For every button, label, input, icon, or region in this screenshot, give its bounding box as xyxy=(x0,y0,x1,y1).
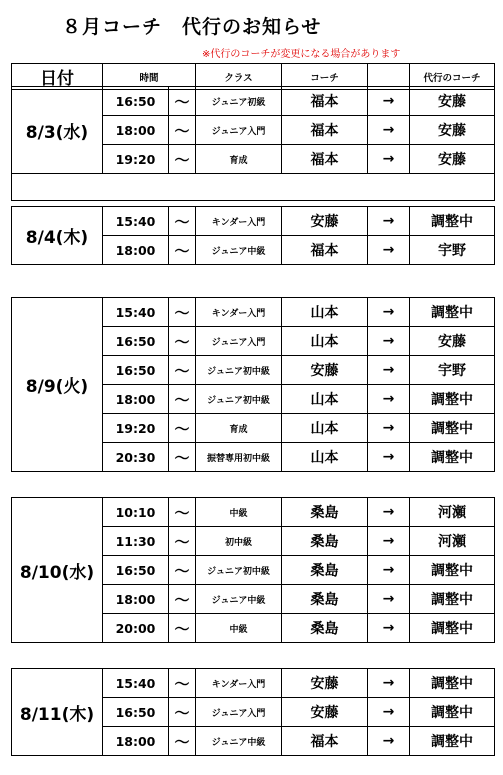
class-cell: ジュニア中級 xyxy=(196,727,282,756)
class-cell: ジュニア中級 xyxy=(196,585,282,614)
tilde-cell: ～ xyxy=(169,556,196,585)
substitute-cell: 調整中 xyxy=(410,556,495,585)
date-block xyxy=(11,86,495,201)
time-cell: 11:30 xyxy=(103,527,169,556)
substitute-cell: 調整中 xyxy=(410,298,495,327)
table-row xyxy=(12,298,495,327)
substitute-cell: 安藤 xyxy=(410,87,495,116)
arrow-cell: → xyxy=(368,414,410,443)
substitute-cell: 調整中 xyxy=(410,385,495,414)
page-title: ８月コーチ 代行のお知らせ xyxy=(62,16,322,38)
tilde-cell: ～ xyxy=(169,298,196,327)
arrow-cell: → xyxy=(368,116,410,145)
arrow-cell: → xyxy=(368,556,410,585)
table-row xyxy=(12,669,495,698)
date-cell: 8/11(木) xyxy=(12,669,103,756)
time-cell: 15:40 xyxy=(103,207,169,236)
coach-cell: 桑島 xyxy=(282,585,368,614)
tilde-cell: ～ xyxy=(169,356,196,385)
substitute-cell: 調整中 xyxy=(410,669,495,698)
class-cell: 中級 xyxy=(196,614,282,643)
time-cell: 16:50 xyxy=(103,87,169,116)
tilde-cell: ～ xyxy=(169,727,196,756)
class-cell: ジュニア初級 xyxy=(196,87,282,116)
substitute-cell: 調整中 xyxy=(410,614,495,643)
arrow-cell: → xyxy=(368,614,410,643)
class-cell: 中級 xyxy=(196,498,282,527)
coach-cell: 福本 xyxy=(282,87,368,116)
time-cell: 15:40 xyxy=(103,669,169,698)
arrow-cell: → xyxy=(368,207,410,236)
substitute-cell: 宇野 xyxy=(410,236,495,265)
class-cell: ジュニア初中級 xyxy=(196,556,282,585)
coach-cell: 福本 xyxy=(282,145,368,174)
header-class: クラス xyxy=(196,64,282,90)
tilde-cell: ～ xyxy=(169,145,196,174)
time-cell: 19:20 xyxy=(103,145,169,174)
substitute-cell: 調整中 xyxy=(410,414,495,443)
tilde-cell: ～ xyxy=(169,585,196,614)
arrow-cell: → xyxy=(368,356,410,385)
time-cell: 16:50 xyxy=(103,356,169,385)
class-cell: ジュニア初中級 xyxy=(196,356,282,385)
time-cell: 18:00 xyxy=(103,385,169,414)
substitute-cell: 調整中 xyxy=(410,443,495,472)
coach-cell: 山本 xyxy=(282,298,368,327)
tilde-cell: ～ xyxy=(169,527,196,556)
tilde-cell: ～ xyxy=(169,87,196,116)
class-cell: キンダー入門 xyxy=(196,669,282,698)
date-block xyxy=(11,668,495,756)
class-cell: 振替専用初中級 xyxy=(196,443,282,472)
date-block xyxy=(11,497,495,643)
coach-cell: 桑島 xyxy=(282,556,368,585)
substitute-cell: 河瀬 xyxy=(410,498,495,527)
class-cell: ジュニア入門 xyxy=(196,698,282,727)
coach-cell: 安藤 xyxy=(282,669,368,698)
coach-cell: 山本 xyxy=(282,327,368,356)
time-cell: 16:50 xyxy=(103,698,169,727)
tilde-cell: ～ xyxy=(169,669,196,698)
time-cell: 20:00 xyxy=(103,614,169,643)
time-cell: 10:10 xyxy=(103,498,169,527)
coach-cell: 福本 xyxy=(282,116,368,145)
coach-cell: 桑島 xyxy=(282,614,368,643)
arrow-cell: → xyxy=(368,327,410,356)
coach-cell: 安藤 xyxy=(282,356,368,385)
arrow-cell: → xyxy=(368,87,410,116)
arrow-cell: → xyxy=(368,145,410,174)
tilde-cell: ～ xyxy=(169,327,196,356)
coach-cell: 安藤 xyxy=(282,207,368,236)
tilde-cell: ～ xyxy=(169,443,196,472)
class-cell: ジュニア初中級 xyxy=(196,385,282,414)
time-cell: 18:00 xyxy=(103,585,169,614)
change-notice: ※代行のコーチが変更になる場合があります xyxy=(202,49,401,60)
date-cell: 8/9(火) xyxy=(12,298,103,472)
table-row xyxy=(12,498,495,527)
tilde-cell: ～ xyxy=(169,116,196,145)
coach-cell: 山本 xyxy=(282,385,368,414)
arrow-cell: → xyxy=(368,443,410,472)
spacer-cell xyxy=(12,174,495,201)
arrow-cell: → xyxy=(368,527,410,556)
substitute-cell: 安藤 xyxy=(410,116,495,145)
date-block xyxy=(11,297,495,472)
tilde-cell: ～ xyxy=(169,207,196,236)
class-cell: 育成 xyxy=(196,414,282,443)
arrow-cell: → xyxy=(368,727,410,756)
table-row xyxy=(12,87,495,116)
header-date: 日付 xyxy=(12,64,103,90)
coach-cell: 山本 xyxy=(282,443,368,472)
arrow-cell: → xyxy=(368,585,410,614)
coach-cell: 福本 xyxy=(282,727,368,756)
substitute-cell: 調整中 xyxy=(410,585,495,614)
coach-cell: 桑島 xyxy=(282,527,368,556)
date-cell: 8/4(木) xyxy=(12,207,103,265)
time-cell: 18:00 xyxy=(103,236,169,265)
substitute-cell: 調整中 xyxy=(410,698,495,727)
arrow-cell: → xyxy=(368,698,410,727)
time-cell: 15:40 xyxy=(103,298,169,327)
substitute-cell: 河瀬 xyxy=(410,527,495,556)
arrow-cell: → xyxy=(368,669,410,698)
coach-cell: 山本 xyxy=(282,414,368,443)
arrow-cell: → xyxy=(368,498,410,527)
class-cell: ジュニア中級 xyxy=(196,236,282,265)
tilde-cell: ～ xyxy=(169,385,196,414)
arrow-cell: → xyxy=(368,385,410,414)
class-cell: 育成 xyxy=(196,145,282,174)
arrow-cell: → xyxy=(368,298,410,327)
coach-cell: 安藤 xyxy=(282,698,368,727)
tilde-cell: ～ xyxy=(169,698,196,727)
time-cell: 18:00 xyxy=(103,727,169,756)
header-time: 時間 xyxy=(103,64,196,90)
coach-cell: 桑島 xyxy=(282,498,368,527)
time-cell: 18:00 xyxy=(103,116,169,145)
table-row xyxy=(12,207,495,236)
class-cell: キンダー入門 xyxy=(196,207,282,236)
tilde-cell: ～ xyxy=(169,236,196,265)
header-coach: コーチ xyxy=(282,64,368,90)
spacer-row xyxy=(12,174,495,201)
date-cell: 8/10(水) xyxy=(12,498,103,643)
time-cell: 16:50 xyxy=(103,556,169,585)
tilde-cell: ～ xyxy=(169,614,196,643)
date-cell: 8/3(水) xyxy=(12,87,103,174)
class-cell: ジュニア入門 xyxy=(196,327,282,356)
header-substitute: 代行のコーチ xyxy=(410,64,495,90)
substitute-cell: 調整中 xyxy=(410,727,495,756)
coach-cell: 福本 xyxy=(282,236,368,265)
date-block xyxy=(11,206,495,265)
time-cell: 20:30 xyxy=(103,443,169,472)
class-cell: 初中級 xyxy=(196,527,282,556)
class-cell: ジュニア入門 xyxy=(196,116,282,145)
tilde-cell: ～ xyxy=(169,498,196,527)
substitute-cell: 安藤 xyxy=(410,327,495,356)
substitute-cell: 調整中 xyxy=(410,207,495,236)
class-cell: キンダー入門 xyxy=(196,298,282,327)
tilde-cell: ～ xyxy=(169,414,196,443)
time-cell: 19:20 xyxy=(103,414,169,443)
substitute-cell: 宇野 xyxy=(410,356,495,385)
time-cell: 16:50 xyxy=(103,327,169,356)
arrow-cell: → xyxy=(368,236,410,265)
substitute-cell: 安藤 xyxy=(410,145,495,174)
